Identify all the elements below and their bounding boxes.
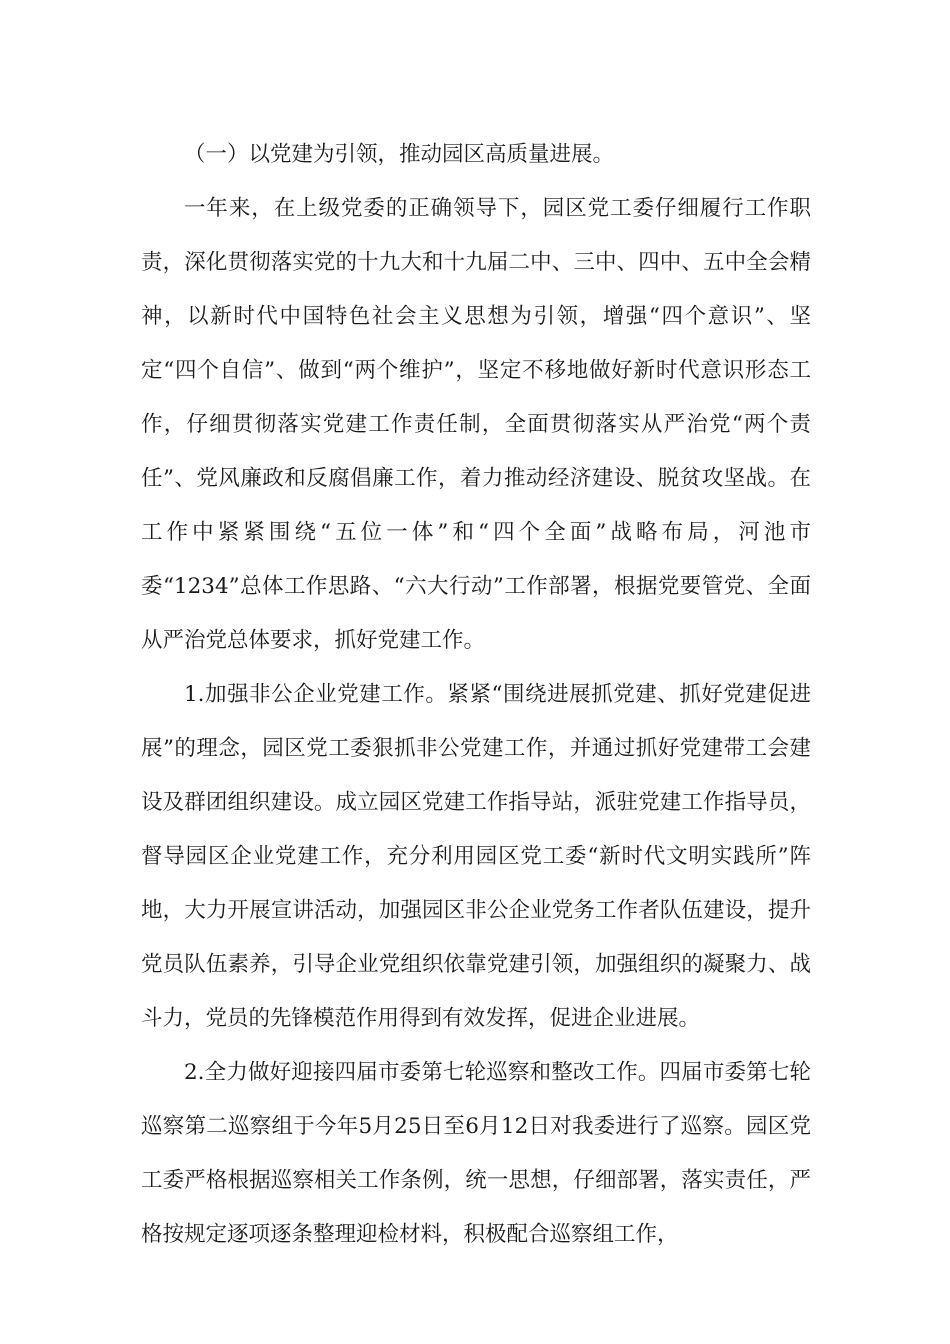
document-body bbox=[141, 128, 811, 1262]
section-heading: （一）以党建为引领，推动园区高质量进展。 bbox=[184, 142, 615, 167]
paragraph-item-1: 1.加强非公企业党建工作。紧紧“围绕进展抓党建、抓好党建促进展”的理念，园区党工委狠抓非公党建工作，并通过抓好党建带工会建设及群团组织建设。成立园区党建工作指导站，派驻党建工作指导员，督导园区企业党建工作，充分利用园区党工委“新时代文明实践所”阵地，大力开展宣讲活动，加强园区非公企业党务工作者队伍建设，提升党员队伍素养，引导企业党组织依靠党建引领，加强组织的凝聚力、战斗力，党员的先锋模范作用得到有效发挥，促进企业进展。 bbox=[141, 682, 811, 1031]
paragraph-item-2: 2.全力做好迎接四届市委第七轮巡察和整改工作。四届市委第七轮巡察第二巡察组于今年5月25日至6月12日对我委进行了巡察。园区党工委严格根据巡察相关工作条例，统一思想，仔细部署，落实责任，严格按规定逐项逐条整理迎检材料，积极配合巡察组工作， bbox=[141, 1060, 811, 1247]
paragraph-overview: 一年来，在上级党委的正确领导下，园区党工委仔细履行工作职责，深化贯彻落实党的十九大和十九届二中、三中、四中、五中全会精神，以新时代中国特色社会主义思想为引领，增强“四个意识”、坚定“四个自信”、做到“两个维护”，坚定不移地做好新时代意识形态工作，仔细贯彻落实党建工作责任制，全面贯彻落实从严治党“两个责任”、党风廉政和反腐倡廉工作，着力推动经济建设、脱贫攻坚战。在工作中紧紧围绕“五位一体”和“四个全面”战略布局，河池市委“1234”总体工作思路、“六大行动”工作部署，根据党要管党、全面从严治党总体要求，抓好党建工作。 bbox=[141, 196, 811, 653]
